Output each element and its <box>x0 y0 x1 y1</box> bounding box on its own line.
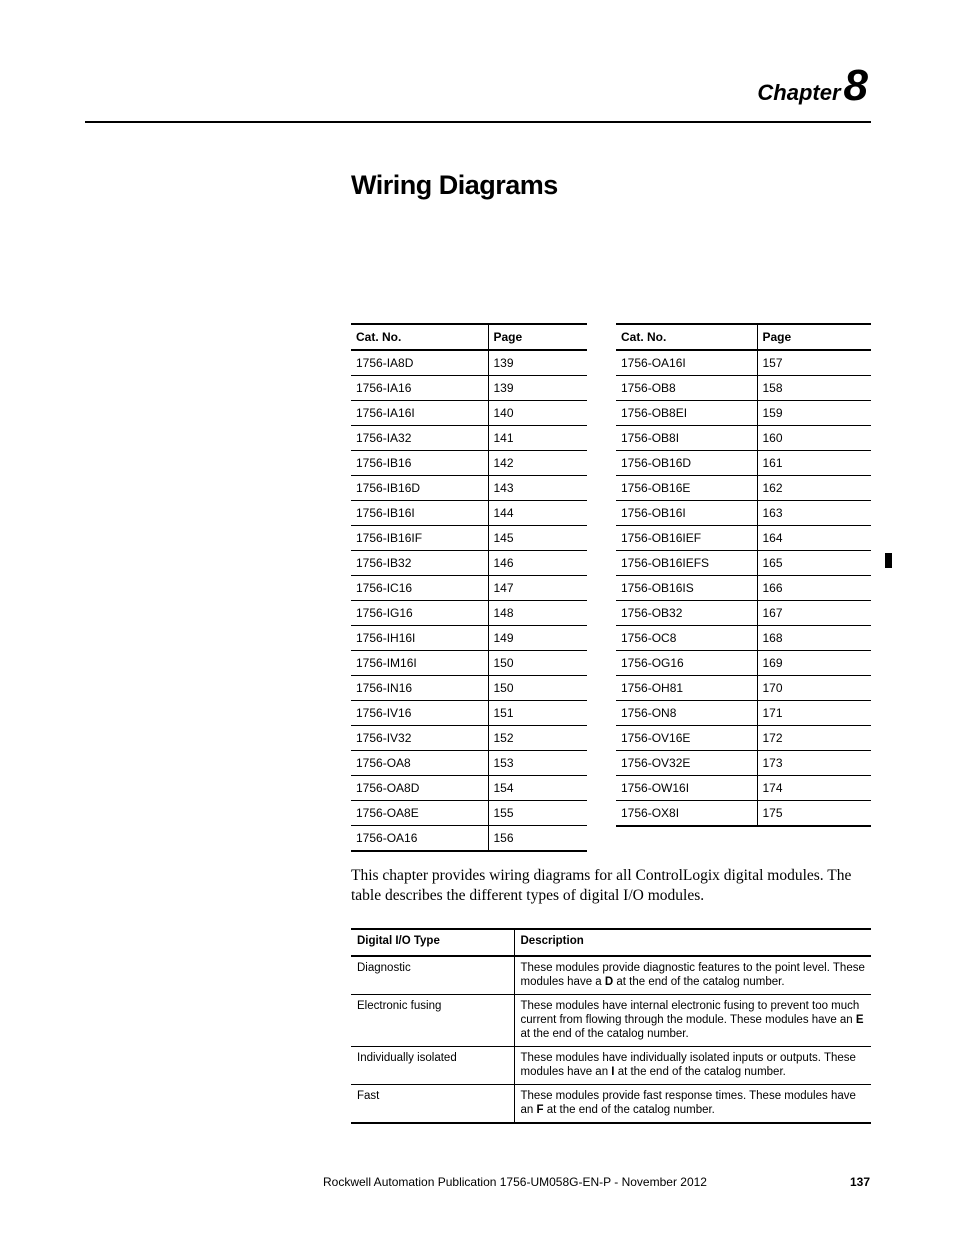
catalog-number-cell: 1756-OB16I <box>616 501 757 526</box>
page-number-cell: 171 <box>757 701 871 726</box>
header-rule <box>85 121 871 123</box>
column-header: Page <box>757 324 871 350</box>
catalog-number-cell: 1756-OB16IEF <box>616 526 757 551</box>
table-row <box>351 751 587 776</box>
table-row <box>351 701 587 726</box>
catalog-number-cell: 1756-OV32E <box>616 751 757 776</box>
page-title: Wiring Diagrams <box>351 170 558 200</box>
table-row <box>351 576 587 601</box>
chapter-side-tab <box>885 553 892 568</box>
page-number-cell: 161 <box>757 451 871 476</box>
catalog-number-cell: 1756-OW16I <box>616 776 757 801</box>
page-number-cell: 165 <box>757 551 871 576</box>
table-row <box>616 551 871 576</box>
page-number-cell: 148 <box>488 601 587 626</box>
catalog-number-cell: 1756-OB8I <box>616 426 757 451</box>
catalog-number-cell: 1756-ON8 <box>616 701 757 726</box>
page-number-cell: 150 <box>488 676 587 701</box>
column-header: Description <box>514 929 871 956</box>
description-cell <box>514 995 871 1047</box>
catalog-number-cell: 1756-IG16 <box>351 601 488 626</box>
table-row <box>616 526 871 551</box>
page-number-cell: 157 <box>757 350 871 376</box>
catalog-number-cell: 1756-OA8D <box>351 776 488 801</box>
table-row <box>351 1047 871 1085</box>
page-number-cell: 163 <box>757 501 871 526</box>
catalog-number-cell: 1756-OB16D <box>616 451 757 476</box>
page-number-cell: 145 <box>488 526 587 551</box>
table-row <box>616 426 871 451</box>
table-row <box>616 401 871 426</box>
io-type-cell: Fast <box>351 1085 514 1124</box>
table-row <box>351 626 587 651</box>
page-number-cell: 173 <box>757 751 871 776</box>
catalog-number-cell: 1756-IB16I <box>351 501 488 526</box>
io-type-cell: Diagnostic <box>351 956 514 995</box>
chapter-word: Chapter <box>757 80 841 105</box>
chapter-number: 8 <box>843 61 868 110</box>
table-row <box>616 451 871 476</box>
page-number-cell: 169 <box>757 651 871 676</box>
page-number-cell: 158 <box>757 376 871 401</box>
page-number-cell: 164 <box>757 526 871 551</box>
catalog-number-cell: 1756-OB8EI <box>616 401 757 426</box>
page-number-cell: 168 <box>757 626 871 651</box>
catalog-number-cell: 1756-IV16 <box>351 701 488 726</box>
description-text: at the end of the catalog number. <box>543 1104 715 1116</box>
table-row <box>351 501 587 526</box>
catalog-number-cell: 1756-OB32 <box>616 601 757 626</box>
page-number-cell: 153 <box>488 751 587 776</box>
page-number-cell: 154 <box>488 776 587 801</box>
description-text: at the end of the catalog number. <box>614 1066 786 1078</box>
page-number-cell: 141 <box>488 426 587 451</box>
table-row <box>616 501 871 526</box>
catalog-number-cell: 1756-OB8 <box>616 376 757 401</box>
page-number-cell: 139 <box>488 350 587 376</box>
catalog-table-right <box>616 323 871 827</box>
table-row <box>351 476 587 501</box>
io-type-cell: Electronic fusing <box>351 995 514 1047</box>
table-header-row <box>616 324 871 350</box>
catalog-number-cell: 1756-OH81 <box>616 676 757 701</box>
catalog-number-cell: 1756-IB16IF <box>351 526 488 551</box>
catalog-suffix-letter: I <box>611 1066 615 1078</box>
table-row <box>351 726 587 751</box>
catalog-number-cell: 1756-OA16 <box>351 826 488 852</box>
table-row <box>616 376 871 401</box>
table-row <box>351 350 587 376</box>
page-number-cell: 151 <box>488 701 587 726</box>
column-header: Cat. No. <box>616 324 757 350</box>
table-row <box>616 651 871 676</box>
page-number-cell: 142 <box>488 451 587 476</box>
table-row <box>616 601 871 626</box>
catalog-number-cell: 1756-IA8D <box>351 350 488 376</box>
description-text: These modules provide diagnostic features to the point level. These modules have a <box>520 962 865 988</box>
catalog-number-cell: 1756-OB16E <box>616 476 757 501</box>
table-row <box>616 476 871 501</box>
page-number-cell: 149 <box>488 626 587 651</box>
footer-page-number: 137 <box>849 1175 870 1189</box>
table-header-row <box>351 929 871 956</box>
table-row <box>616 576 871 601</box>
catalog-table-right-body <box>616 350 871 826</box>
page-number-cell: 175 <box>757 801 871 827</box>
catalog-suffix-letter: D <box>604 976 614 988</box>
catalog-number-cell: 1756-IA32 <box>351 426 488 451</box>
table-row <box>351 426 587 451</box>
footer-publication: Rockwell Automation Publication 1756-UM058G-EN-P - November 2012 <box>323 1175 707 1189</box>
page-number-cell: 143 <box>488 476 587 501</box>
table-row <box>351 601 587 626</box>
catalog-number-cell: 1756-IV32 <box>351 726 488 751</box>
catalog-number-cell: 1756-IH16I <box>351 626 488 651</box>
catalog-number-cell: 1756-IN16 <box>351 676 488 701</box>
description-text: at the end of the catalog number. <box>520 1028 689 1040</box>
table-row <box>351 401 587 426</box>
table-row <box>351 995 871 1047</box>
table-row <box>616 626 871 651</box>
table-row <box>616 751 871 776</box>
page-number-cell: 140 <box>488 401 587 426</box>
description-cell <box>514 1047 871 1085</box>
page-number-cell: 160 <box>757 426 871 451</box>
table-row <box>616 726 871 751</box>
page-number-cell: 144 <box>488 501 587 526</box>
io-type-table-body <box>351 956 871 1123</box>
column-header: Cat. No. <box>351 324 488 350</box>
catalog-suffix-letter: F <box>536 1104 544 1116</box>
catalog-number-cell: 1756-OB16IS <box>616 576 757 601</box>
catalog-number-cell: 1756-OB16IEFS <box>616 551 757 576</box>
table-row <box>351 526 587 551</box>
page-number-cell: 155 <box>488 801 587 826</box>
table-row <box>351 956 871 995</box>
catalog-number-cell: 1756-OG16 <box>616 651 757 676</box>
page-number-cell: 139 <box>488 376 587 401</box>
catalog-number-cell: 1756-OA8E <box>351 801 488 826</box>
catalog-number-cell: 1756-OC8 <box>616 626 757 651</box>
intro-paragraph: This chapter provides wiring diagrams for all ControlLogix digital modules. The table describes the different types of digital I/O modules. <box>351 867 852 904</box>
catalog-number-cell: 1756-IA16 <box>351 376 488 401</box>
catalog-number-cell: 1756-IM16I <box>351 651 488 676</box>
io-type-table <box>351 928 871 1124</box>
catalog-number-cell: 1756-IC16 <box>351 576 488 601</box>
chapter-label <box>757 61 868 110</box>
table-row <box>351 551 587 576</box>
catalog-number-cell: 1756-OA16I <box>616 350 757 376</box>
catalog-number-cell: 1756-OV16E <box>616 726 757 751</box>
description-text: These modules provide fast response times. These modules have an <box>520 1090 856 1116</box>
page-number-cell: 156 <box>488 826 587 852</box>
table-row <box>616 350 871 376</box>
description-cell <box>514 956 871 995</box>
table-row <box>351 1085 871 1124</box>
catalog-number-cell: 1756-OA8 <box>351 751 488 776</box>
column-header: Page <box>488 324 587 350</box>
page-number-cell: 159 <box>757 401 871 426</box>
page-number-cell: 172 <box>757 726 871 751</box>
table-row <box>351 676 587 701</box>
catalog-table-left-body <box>351 350 587 851</box>
table-row <box>616 801 871 827</box>
catalog-number-cell: 1756-IA16I <box>351 401 488 426</box>
io-type-cell: Individually isolated <box>351 1047 514 1085</box>
page-number-cell: 146 <box>488 551 587 576</box>
table-row <box>351 826 587 852</box>
description-cell <box>514 1085 871 1124</box>
catalog-table-left <box>351 323 587 852</box>
page-number-cell: 167 <box>757 601 871 626</box>
table-row <box>616 701 871 726</box>
column-header: Digital I/O Type <box>351 929 514 956</box>
table-row <box>351 776 587 801</box>
page-number-cell: 174 <box>757 776 871 801</box>
table-row <box>351 376 587 401</box>
page-number-cell: 147 <box>488 576 587 601</box>
description-text: These modules have individually isolated inputs or outputs. These modules have an <box>520 1052 856 1078</box>
table-row <box>351 801 587 826</box>
catalog-number-cell: 1756-OX8I <box>616 801 757 827</box>
page-number-cell: 150 <box>488 651 587 676</box>
page-number-cell: 166 <box>757 576 871 601</box>
table-row <box>351 651 587 676</box>
table-row <box>351 451 587 476</box>
table-row <box>616 676 871 701</box>
catalog-suffix-letter: E <box>855 1014 864 1026</box>
catalog-number-cell: 1756-IB16 <box>351 451 488 476</box>
description-text: at the end of the catalog number. <box>613 976 785 988</box>
catalog-number-cell: 1756-IB32 <box>351 551 488 576</box>
table-row <box>616 776 871 801</box>
table-header-row <box>351 324 587 350</box>
catalog-number-cell: 1756-IB16D <box>351 476 488 501</box>
description-text: These modules have internal electronic fusing to prevent too much current from flowing through the module. These modules have an <box>520 1000 860 1026</box>
page-number-cell: 152 <box>488 726 587 751</box>
page-number-cell: 170 <box>757 676 871 701</box>
page-number-cell: 162 <box>757 476 871 501</box>
